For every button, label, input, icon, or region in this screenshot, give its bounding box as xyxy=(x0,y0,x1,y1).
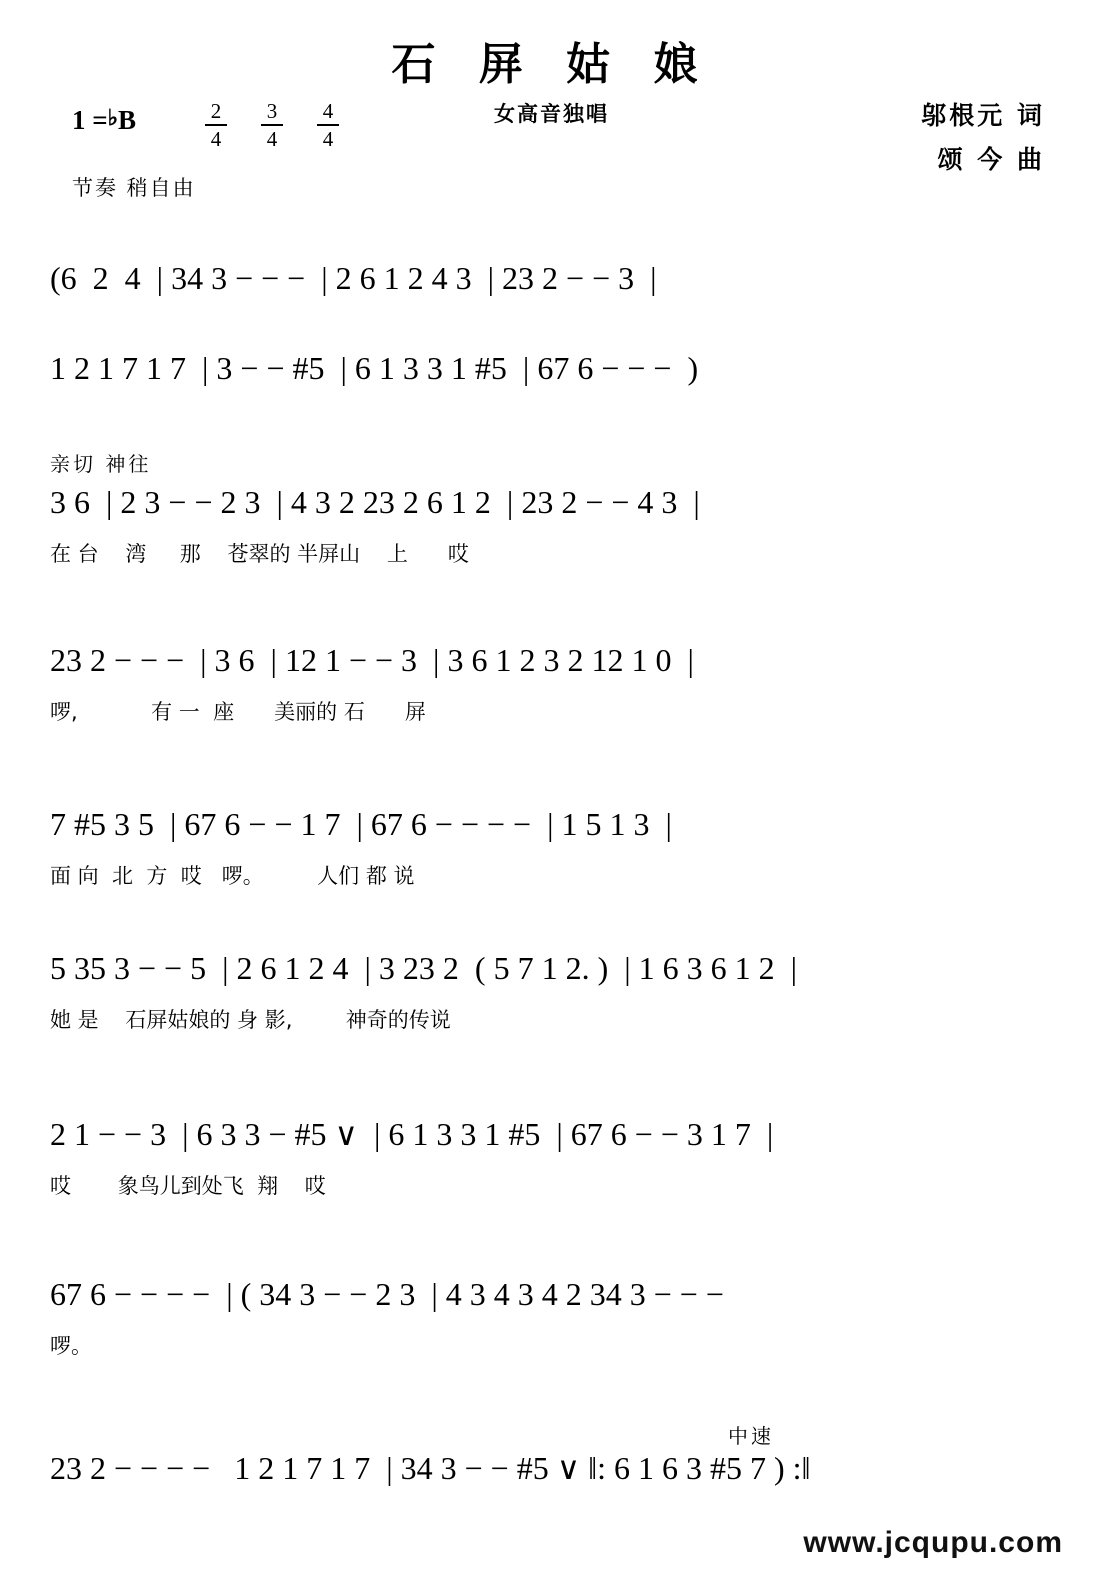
note-row: 67 6 − − − − | ( 34 3 − − 2 3 | 4 3 4 3 4 2 34 3 − − − xyxy=(50,1276,724,1312)
note-row: 1 2 1 7 1 7 | 3 − − #5 | 6 1 3 3 1 #5 | 67 6 − − − ) xyxy=(50,350,699,386)
meter-numerator: 2 xyxy=(210,99,222,123)
meter-denominator: 4 xyxy=(322,127,334,152)
note-row: 2 1 − − 3 | 6 3 3 − #5 ∨ | 6 1 3 3 1 #5 | 67 6 − − 3 1 7 | xyxy=(50,1116,774,1152)
watermark-url: www.jcqupu.com xyxy=(803,1526,1063,1559)
music-system-6 xyxy=(50,952,1060,1034)
music-system-2 xyxy=(50,352,1060,386)
music-system-7 xyxy=(50,1118,1060,1200)
note-row: 23 2 − − − | 3 6 | 12 1 − − 3 | 3 6 1 2 3 2 12 1 0 | xyxy=(50,642,694,678)
key-signature xyxy=(72,105,136,136)
lyric-row: 在 台 湾 那 苍翠的 半屏山 上 哎 xyxy=(50,541,469,566)
note-row: 5 35 3 − − 5 | 2 6 1 2 4 | 3 23 2 ( 5 7 1 2. ) | 1 6 3 6 1 2 | xyxy=(50,950,798,986)
key-letter: B xyxy=(118,105,137,135)
meter-denominator: 4 xyxy=(266,127,278,152)
lyric-row: 哎 象鸟儿到处飞 翔 哎 xyxy=(50,1173,326,1198)
note-row: 23 2 − − − − 1 2 1 7 1 7 | 34 3 − − #5 ∨ ‖: 6 1 6 3 #5 7 ) :‖ xyxy=(50,1450,811,1486)
expression-marking-2: 中速 xyxy=(728,1424,774,1448)
meter-numerator: 3 xyxy=(266,99,278,123)
time-signature-3-4 xyxy=(261,100,283,150)
meter-divider xyxy=(261,124,283,126)
composer-credit: 颂 今 曲 xyxy=(937,145,1045,174)
note-row: 7 #5 3 5 | 67 6 − − 1 7 | 67 6 − − − − | 1 5 1 3 | xyxy=(50,806,672,842)
music-system-5 xyxy=(50,808,1060,890)
time-signatures xyxy=(205,100,339,150)
expression-marking-1: 亲切 神往 xyxy=(50,452,152,476)
tempo-marking: 节奏 稍自由 xyxy=(72,176,196,200)
music-system-9 xyxy=(50,1452,1060,1486)
music-system-1 xyxy=(50,262,1060,296)
time-signature-4-4 xyxy=(317,100,339,150)
note-row: (6 2 4 | 34 3 − − − | 2 6 1 2 4 3 | 23 2 − − 3 | xyxy=(50,260,657,296)
music-system-8 xyxy=(50,1278,1060,1360)
flat-icon: ♭ xyxy=(107,105,119,130)
key-prefix: 1 = xyxy=(72,105,108,135)
time-signature-2-4 xyxy=(205,100,227,150)
meter-divider xyxy=(317,124,339,126)
meter-numerator: 4 xyxy=(322,99,334,123)
meter-divider xyxy=(205,124,227,126)
meter-denominator: 4 xyxy=(210,127,222,152)
subtitle: 女高音独唱 xyxy=(494,102,609,126)
page-title: 石 屏 姑 娘 xyxy=(391,39,712,90)
note-row: 3 6 | 2 3 − − 2 3 | 4 3 2 23 2 6 1 2 | 23 2 − − 4 3 | xyxy=(50,484,700,520)
lyric-row: 啰。 xyxy=(50,1333,92,1358)
music-system-3 xyxy=(50,486,1060,568)
lyric-row: 她 是 石屏姑娘的 身 影, 神奇的传说 xyxy=(50,1007,451,1032)
music-system-4 xyxy=(50,644,1060,726)
lyric-row: 面 向 北 方 哎 啰。 人们 都 说 xyxy=(50,863,415,888)
lyric-row: 啰, 有 一 座 美丽的 石 屏 xyxy=(50,699,426,724)
lyricist-credit: 邬根元 词 xyxy=(921,101,1045,130)
